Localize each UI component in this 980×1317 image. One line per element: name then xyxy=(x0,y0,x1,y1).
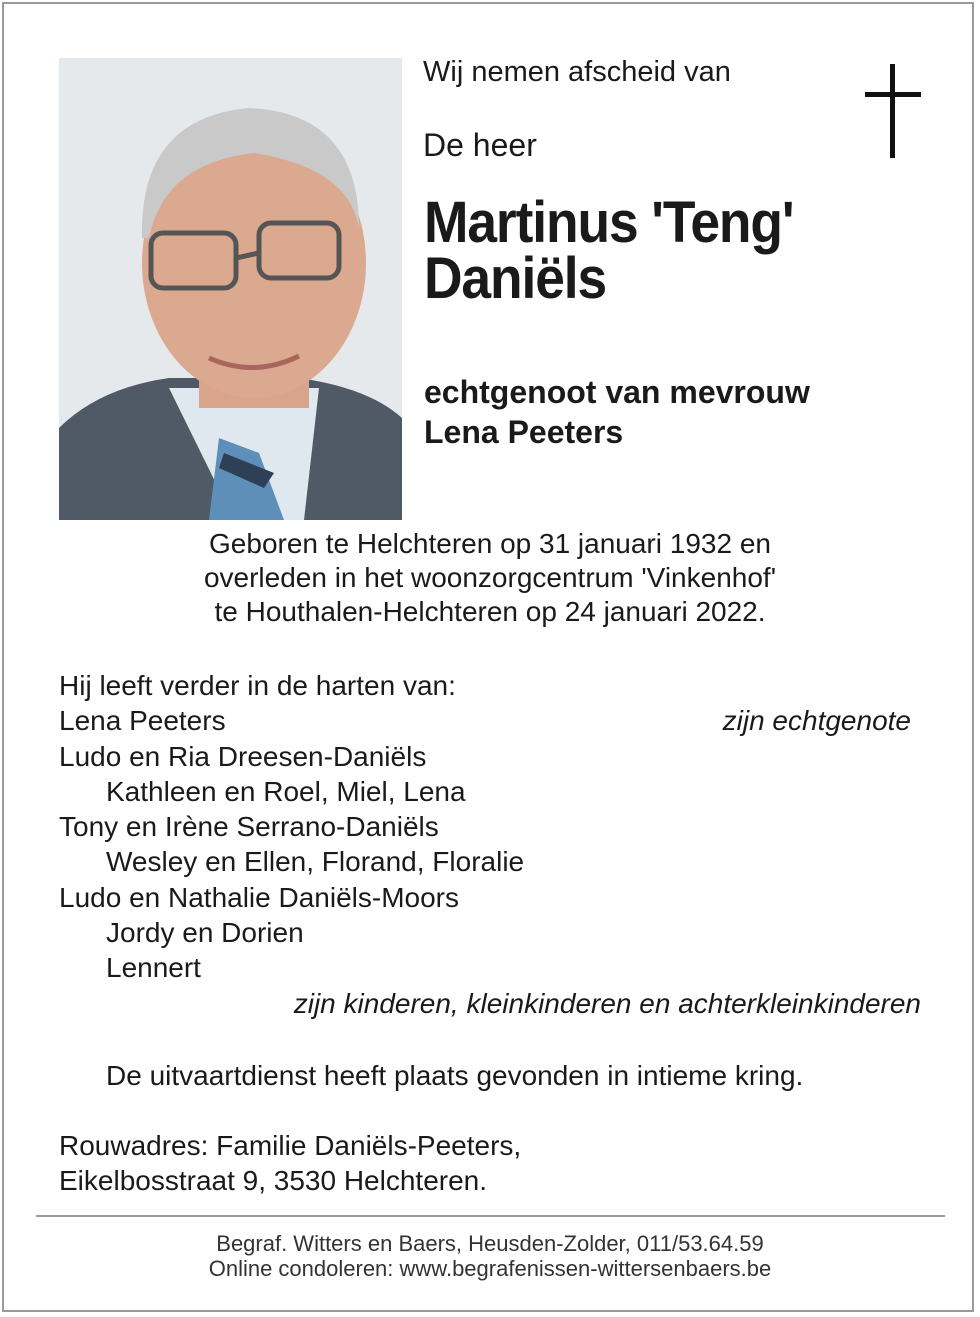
birth-line-2: overleden in het woonzorgcentrum 'Vinkenhof' xyxy=(203,562,777,593)
family-spouse-name: Lena Peeters xyxy=(59,705,226,737)
mourning-address xyxy=(59,1128,521,1198)
birth-line-3: te Houthalen-Helchteren op 24 januari 2022. xyxy=(214,596,766,627)
list-item: Tony en Irène Serrano-Daniëls xyxy=(59,811,439,843)
funeral-note: De uitvaartdienst heeft plaats gevonden in intieme kring. xyxy=(106,1060,804,1091)
children-relation: zijn kinderen, kleinkinderen en achterkleinkinderen xyxy=(293,987,921,1019)
name-line-1: Martinus 'Teng' xyxy=(424,190,794,255)
name-line-2: Daniëls xyxy=(424,246,607,311)
intro-text: Wij nemen afscheid van xyxy=(423,56,731,88)
cross-icon xyxy=(862,62,924,160)
portrait-photo xyxy=(59,58,402,520)
address-line-2: Eikelbosstraat 9, 3530 Helchteren. xyxy=(59,1165,488,1196)
list-item: Ludo en Nathalie Daniëls-Moors xyxy=(59,881,459,913)
birth-death-info xyxy=(0,527,980,629)
family-spouse-relation: zijn echtgenote xyxy=(722,705,911,737)
family-spouse-row xyxy=(59,703,921,738)
address-line-1: Rouwadres: Familie Daniëls-Peeters, xyxy=(59,1130,522,1161)
spouse-info xyxy=(424,372,810,452)
spouse-line-1: echtgenoot van mevrouw xyxy=(424,374,810,410)
list-item: Lennert xyxy=(106,952,201,984)
list-item: Wesley en Ellen, Florand, Floralie xyxy=(106,846,525,878)
list-item: Ludo en Ria Dreesen-Daniëls xyxy=(59,740,427,772)
condolence-link[interactable]: Online condoleren: www.begrafenissen-wittersenbaers.be xyxy=(208,1256,772,1281)
birth-line-1: Geboren te Helchteren op 31 januari 1932 en xyxy=(209,528,771,559)
honorific: De heer xyxy=(423,127,537,163)
family-list xyxy=(59,668,921,1021)
list-item: Kathleen en Roel, Miel, Lena xyxy=(106,775,466,807)
deceased-name xyxy=(424,190,829,311)
footer xyxy=(0,1231,980,1281)
family-intro: Hij leeft verder in de harten van: xyxy=(59,670,456,701)
funeral-home-line: Begraf. Witters en Baers, Heusden-Zolder, 011/53.64.59 xyxy=(216,1231,764,1256)
spouse-line-2: Lena Peeters xyxy=(424,414,624,450)
divider xyxy=(36,1215,945,1217)
list-item: Jordy en Dorien xyxy=(106,917,304,949)
